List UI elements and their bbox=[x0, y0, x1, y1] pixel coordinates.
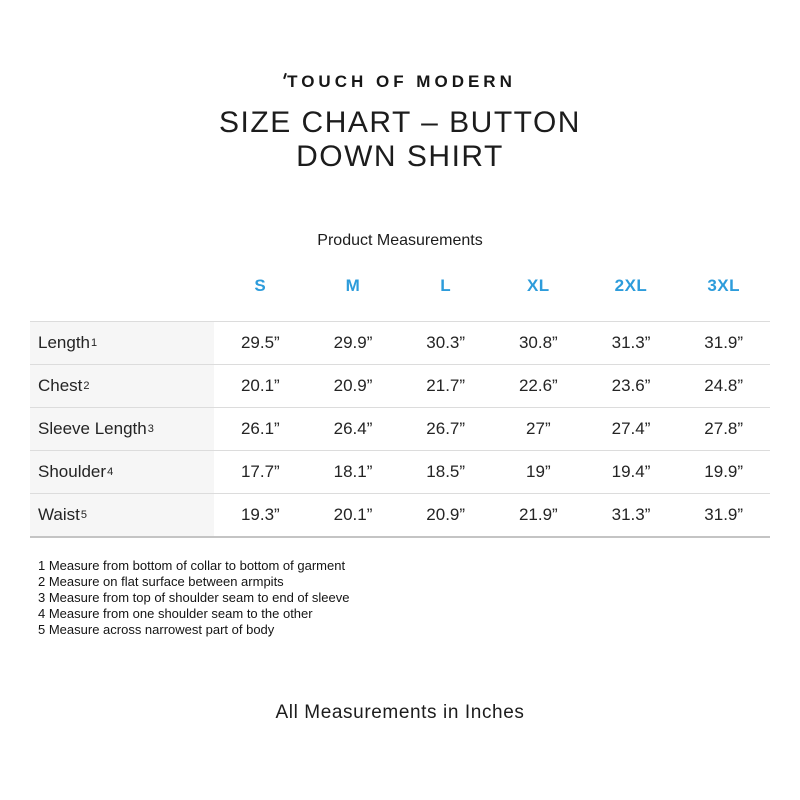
table-cell: 19.4” bbox=[585, 450, 678, 493]
footnote-1: 1 Measure from bottom of collar to bottom of garment bbox=[38, 558, 346, 573]
table-cell: 26.1” bbox=[214, 407, 307, 450]
table-cell: 17.7” bbox=[214, 450, 307, 493]
table-cell: 31.9” bbox=[677, 321, 770, 364]
row-label: Shoulder 4 bbox=[30, 450, 214, 493]
brand-logo bbox=[30, 72, 770, 92]
row-label: Chest 2 bbox=[30, 364, 214, 407]
table-cell: 30.8” bbox=[492, 321, 585, 364]
table-cell: 30.3” bbox=[399, 321, 492, 364]
page-title bbox=[30, 106, 770, 174]
table-cell: 22.6” bbox=[492, 364, 585, 407]
table-cell: 24.8” bbox=[677, 364, 770, 407]
table-cell: 21.9” bbox=[492, 493, 585, 538]
table-cell: 18.5” bbox=[399, 450, 492, 493]
page-title-line1: SIZE CHART – BUTTON bbox=[219, 106, 581, 139]
row-label-text: Waist bbox=[38, 505, 80, 524]
table-cell: 18.1” bbox=[307, 450, 400, 493]
size-header-m: M bbox=[345, 276, 361, 295]
footnote-2: 2 Measure on flat surface between armpits bbox=[38, 574, 284, 589]
size-header-2xl: 2XL bbox=[614, 276, 648, 295]
row-label: Length 1 bbox=[30, 321, 214, 364]
row-label: Sleeve Length 3 bbox=[30, 407, 214, 450]
size-header-3xl: 3XL bbox=[707, 276, 740, 295]
row-label-text: Sleeve Length bbox=[38, 419, 147, 438]
table-cell: 19.9” bbox=[677, 450, 770, 493]
size-chart-page bbox=[30, 0, 770, 724]
footnote-3: 3 Measure from top of shoulder seam to end of sleeve bbox=[38, 590, 350, 605]
table-cell: 29.5” bbox=[214, 321, 307, 364]
table-cell: 26.7” bbox=[399, 407, 492, 450]
table-cell: 20.9” bbox=[307, 364, 400, 407]
table-cell: 23.6” bbox=[585, 364, 678, 407]
size-header-s: S bbox=[254, 276, 267, 295]
size-header-l: L bbox=[440, 276, 452, 295]
header-spacer bbox=[30, 276, 214, 321]
footnotes bbox=[30, 558, 770, 638]
table-cell: 29.9” bbox=[307, 321, 400, 364]
logo-text: TOUCH OF MODERN bbox=[287, 72, 516, 91]
row-label-text: Chest bbox=[38, 376, 83, 395]
table-cell: 19.3” bbox=[214, 493, 307, 538]
table-cell: 20.1” bbox=[214, 364, 307, 407]
footnote-4: 4 Measure from one shoulder seam to the other bbox=[38, 606, 313, 621]
table-cell: 19” bbox=[492, 450, 585, 493]
table-cell: 31.3” bbox=[585, 493, 678, 538]
row-label-text: Shoulder bbox=[38, 462, 107, 481]
subtitle: Product Measurements bbox=[317, 232, 483, 249]
table-cell: 27” bbox=[492, 407, 585, 450]
row-label-text: Length bbox=[38, 333, 90, 352]
table-cell: 31.3” bbox=[585, 321, 678, 364]
table-cell: 27.4” bbox=[585, 407, 678, 450]
table-cell: 21.7” bbox=[399, 364, 492, 407]
row-label: Waist 5 bbox=[30, 493, 214, 538]
page-title-line2: DOWN SHIRT bbox=[296, 140, 504, 173]
table-cell: 27.8” bbox=[677, 407, 770, 450]
table-cell: 31.9” bbox=[677, 493, 770, 538]
size-chart-table bbox=[30, 276, 770, 538]
footer-note: All Measurements in Inches bbox=[275, 702, 525, 723]
size-header-xl: XL bbox=[526, 276, 550, 295]
table-cell: 26.4” bbox=[307, 407, 400, 450]
table-cell: 20.9” bbox=[399, 493, 492, 538]
footnote-5: 5 Measure across narrowest part of body bbox=[38, 622, 275, 637]
table-cell: 20.1” bbox=[307, 493, 400, 538]
